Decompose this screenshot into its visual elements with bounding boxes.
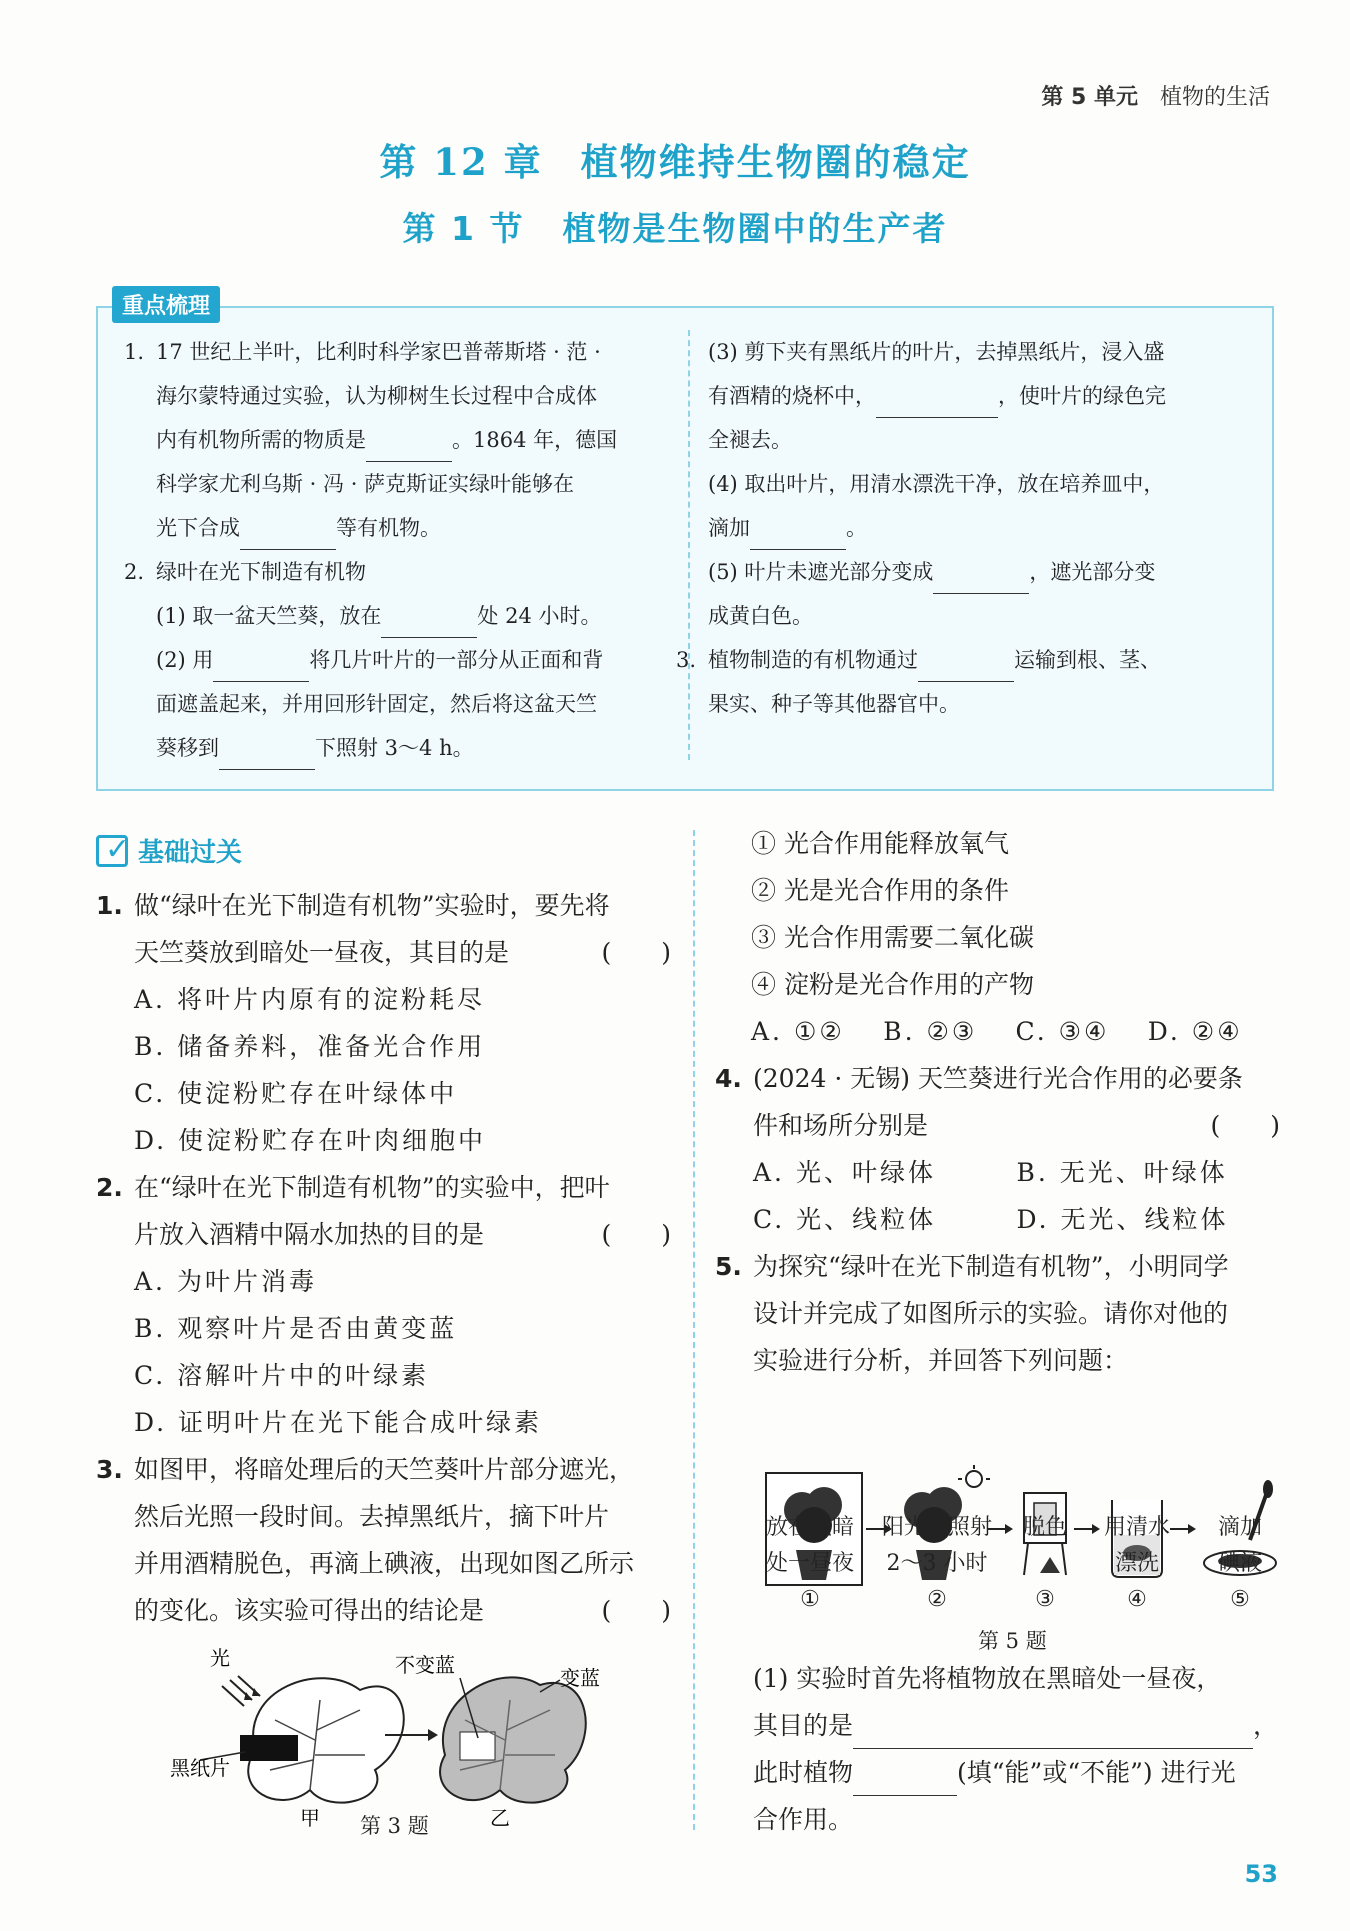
black-paper-label: 黑纸片	[170, 1756, 230, 1780]
option-d[interactable]: D. ②④	[1147, 1017, 1243, 1046]
answer-blank[interactable]	[366, 431, 452, 462]
review-text: 将几片叶片的一部分从正面和背	[309, 648, 604, 672]
option-d[interactable]: D. 使淀粉贮存在叶肉细胞中	[134, 1126, 487, 1155]
step-5	[1202, 1510, 1278, 1618]
question-text: (2024 · 无锡) 天竺葵进行光合作用的必要条	[753, 1064, 1243, 1093]
step-label: 漂洗	[1114, 1551, 1159, 1576]
column-divider	[693, 830, 695, 1830]
question-text: 如图甲，将暗处理后的天竺葵叶片部分遮光，	[134, 1455, 635, 1484]
review-text: 果实、种子等其他器官中。	[708, 692, 960, 716]
review-item-number: 2.	[124, 560, 145, 584]
step-number: ③	[1035, 1587, 1055, 1612]
figure-yi-label: 乙	[490, 1806, 510, 1830]
review-text: 下照射 3～4 h。	[315, 736, 474, 760]
answer-blank[interactable]	[219, 739, 315, 770]
review-item-1	[124, 330, 669, 550]
question-3	[96, 1446, 671, 1634]
question-text: 天竺葵放到暗处一昼夜，其目的是	[134, 938, 510, 967]
review-text: 面遮盖起来，并用回形针固定，然后将这盆天竺	[156, 692, 597, 716]
unit-label	[1041, 80, 1270, 111]
answer-blank[interactable]	[381, 607, 477, 638]
review-text: 有酒精的烧杯中，	[708, 384, 876, 408]
question-text: 片放入酒精中隔水加热的目的是	[134, 1220, 485, 1249]
answer-paren[interactable]: ( )	[601, 938, 671, 967]
option-b[interactable]: B. 储备养料，准备光合作用	[134, 1032, 486, 1061]
review-text: (2) 用	[156, 648, 214, 672]
step-label	[1012, 1546, 1078, 1582]
basic-section-header	[96, 832, 242, 869]
checkbox-icon: ✓	[96, 835, 128, 867]
review-text: 。1864 年，德国	[452, 428, 618, 452]
review-text: (5) 叶片未遮光部分变成	[708, 560, 934, 584]
review-item-3	[676, 638, 1258, 726]
basic-section-title: 基础过关	[138, 838, 243, 868]
unit-number: 第 5 单元	[1041, 85, 1138, 110]
light-label: 光	[210, 1646, 230, 1670]
question-text: 合作用。	[753, 1805, 854, 1834]
chapter-number: 第 12 章	[379, 140, 543, 184]
answer-paren[interactable]: ( )	[601, 1596, 671, 1625]
option-a[interactable]: A. ①②	[751, 1017, 845, 1046]
answer-blank[interactable]	[213, 651, 309, 682]
answer-blank[interactable]	[918, 651, 1014, 682]
review-right-column	[676, 330, 1258, 726]
right-question-column	[715, 820, 1280, 1384]
step-3	[1012, 1510, 1078, 1618]
step-4	[1097, 1510, 1177, 1618]
review-text: 运输到根、茎、	[1014, 648, 1161, 672]
review-text: ，遮光部分变	[1029, 560, 1156, 584]
review-left-column	[124, 330, 669, 770]
question-number: 1.	[96, 891, 123, 920]
figure-5-caption: 第 5 题	[978, 1629, 1047, 1653]
step-label: 滴加	[1217, 1515, 1262, 1540]
question-text: (1) 实验时首先将植物放在黑暗处一昼夜，	[753, 1664, 1222, 1693]
review-text: 光下合成	[156, 516, 240, 540]
question-1	[96, 882, 671, 1164]
review-text: 海尔蒙特通过实验，认为柳树生长过程中合成体	[156, 384, 597, 408]
question-text: 件和场所分别是	[753, 1111, 929, 1140]
figure-3-caption: 第 3 题	[360, 1814, 429, 1838]
step-1	[762, 1510, 858, 1618]
page-number: 53	[1244, 1860, 1278, 1888]
question-5	[715, 1243, 1280, 1384]
question-4-options-row-1	[715, 1149, 1280, 1196]
option-a[interactable]: A. 将叶片内原有的淀粉耗尽	[134, 985, 485, 1014]
step-label: 用清水	[1103, 1515, 1170, 1540]
question-text: 此时植物	[753, 1758, 854, 1787]
review-divider	[688, 330, 690, 760]
question-2	[96, 1164, 671, 1446]
option-b[interactable]: B. 观察叶片是否由黄变蓝	[134, 1314, 458, 1343]
review-text: 全褪去。	[708, 428, 792, 452]
option-c[interactable]: C. 使淀粉贮存在叶绿体中	[134, 1079, 458, 1108]
statement-1: ① 光合作用能释放氧气	[751, 829, 1009, 858]
step-label: 放在黑暗	[765, 1515, 854, 1540]
question-number: 5.	[715, 1252, 742, 1281]
question-text: (填“能”或“不能”) 进行光	[957, 1758, 1236, 1787]
review-text: ，使叶片的绿色完	[998, 384, 1166, 408]
question-text: 在“绿叶在光下制造有机物”的实验中，把叶	[134, 1173, 610, 1202]
question-5-subquestion-1	[753, 1655, 1283, 1843]
answer-blank[interactable]	[853, 1718, 1253, 1749]
section-number: 第 1 节	[402, 209, 525, 248]
blue-label: 变蓝	[560, 1666, 600, 1690]
step-number: ①	[800, 1587, 820, 1612]
section-title	[0, 203, 1350, 250]
step-label: 2～3 小时	[886, 1551, 988, 1576]
review-text: 处 24 小时。	[477, 604, 602, 628]
option-c[interactable]: C. 溶解叶片中的叶绿素	[134, 1361, 430, 1390]
answer-blank[interactable]	[853, 1765, 957, 1796]
statement-3: ③ 光合作用需要二氧化碳	[751, 923, 1034, 952]
section-name: 植物是生物圈中的生产者	[562, 209, 948, 248]
answer-blank[interactable]	[750, 519, 846, 550]
answer-blank[interactable]	[240, 519, 336, 550]
step-2	[874, 1510, 1000, 1618]
question-text: 实验进行分析，并回答下列问题：	[753, 1346, 1129, 1375]
review-text: 等有机物。	[336, 516, 441, 540]
review-text: 科学家尤利乌斯 · 冯 · 萨克斯证实绿叶能够在	[156, 472, 575, 496]
answer-blank[interactable]	[933, 563, 1029, 594]
option-c[interactable]: C. 光、线粒体	[753, 1205, 937, 1234]
review-text: (3) 剪下夹有黑纸片的叶片，去掉黑纸片，浸入盛	[708, 340, 1165, 364]
question-text: 其目的是	[753, 1711, 854, 1740]
review-text: 绿叶在光下制造有机物	[156, 560, 366, 584]
black-paper	[240, 1735, 298, 1761]
review-text: 葵移到	[156, 736, 219, 760]
chapter-title	[0, 132, 1350, 186]
chapter-name: 植物维持生物圈的稳定	[580, 140, 971, 184]
review-item-2	[124, 550, 669, 770]
option-b[interactable]: B. ②③	[883, 1017, 978, 1046]
question-text: 的变化。该实验可得出的结论是	[134, 1596, 485, 1625]
answer-paren[interactable]: ( )	[1210, 1111, 1280, 1140]
option-a[interactable]: A. 为叶片消毒	[134, 1267, 317, 1296]
statement-2: ② 光是光合作用的条件	[751, 876, 1009, 905]
step-number: ⑤	[1230, 1587, 1250, 1612]
review-text: 植物制造的有机物通过	[708, 648, 918, 672]
option-d[interactable]: D. 证明叶片在光下能合成叶绿素	[134, 1408, 543, 1437]
left-question-column	[96, 882, 671, 1634]
step-number: ②	[927, 1587, 947, 1612]
question-number: 2.	[96, 1173, 123, 1202]
review-item-number: 3.	[676, 648, 697, 672]
answer-paren[interactable]: ( )	[601, 1220, 671, 1249]
review-text: (4) 取出叶片，用清水漂洗干净，放在培养皿中，	[708, 472, 1165, 496]
answer-blank[interactable]	[876, 387, 998, 418]
figure-jia-label: 甲	[300, 1806, 320, 1830]
review-tag: 重点梳理	[112, 286, 220, 323]
review-text: 。	[846, 516, 867, 540]
question-text: 然后光照一段时间。去掉黑纸片，摘下叶片	[134, 1502, 610, 1531]
unit-name: 植物的生活	[1159, 85, 1270, 110]
question-text: ，	[1253, 1711, 1279, 1740]
option-d[interactable]: D. 无光、线粒体	[1016, 1205, 1229, 1234]
step-label: 碘液	[1217, 1551, 1262, 1576]
statement-4: ④ 淀粉是光合作用的产物	[751, 970, 1034, 999]
question-text: 并用酒精脱色，再滴上碘液，出现如图乙所示	[134, 1549, 635, 1578]
review-text: 内有机物所需的物质是	[156, 428, 366, 452]
review-item-number: 1.	[124, 340, 145, 364]
question-4-options-row-2	[715, 1196, 1280, 1243]
question-number: 4.	[715, 1064, 742, 1093]
option-a[interactable]: A. 光、叶绿体	[753, 1158, 936, 1187]
question-3-options	[715, 1008, 1280, 1055]
question-text: 做“绿叶在光下制造有机物”实验时，要先将	[134, 891, 610, 920]
question-text: 为探究“绿叶在光下制造有机物”，小明同学	[753, 1252, 1229, 1281]
review-text: 17 世纪上半叶，比利时科学家巴普蒂斯塔 · 范 ·	[156, 340, 601, 364]
step-label: 脱色	[1022, 1515, 1067, 1540]
no-blue-label: 不变蓝	[395, 1653, 455, 1677]
option-c[interactable]: C. ③④	[1015, 1017, 1110, 1046]
step-number: ④	[1127, 1587, 1147, 1612]
question-4	[715, 1055, 1280, 1243]
option-b[interactable]: B. 无光、叶绿体	[1016, 1158, 1228, 1187]
step-label: 阳光下照射	[881, 1515, 992, 1540]
review-text: 成黄白色。	[708, 604, 813, 628]
question-text: 设计并完成了如图所示的实验。请你对他的	[753, 1299, 1229, 1328]
review-text: 滴加	[708, 516, 750, 540]
question-number: 3.	[96, 1455, 123, 1484]
review-text: (1) 取一盆天竺葵，放在	[156, 604, 382, 628]
step-label: 处一昼夜	[765, 1551, 854, 1576]
